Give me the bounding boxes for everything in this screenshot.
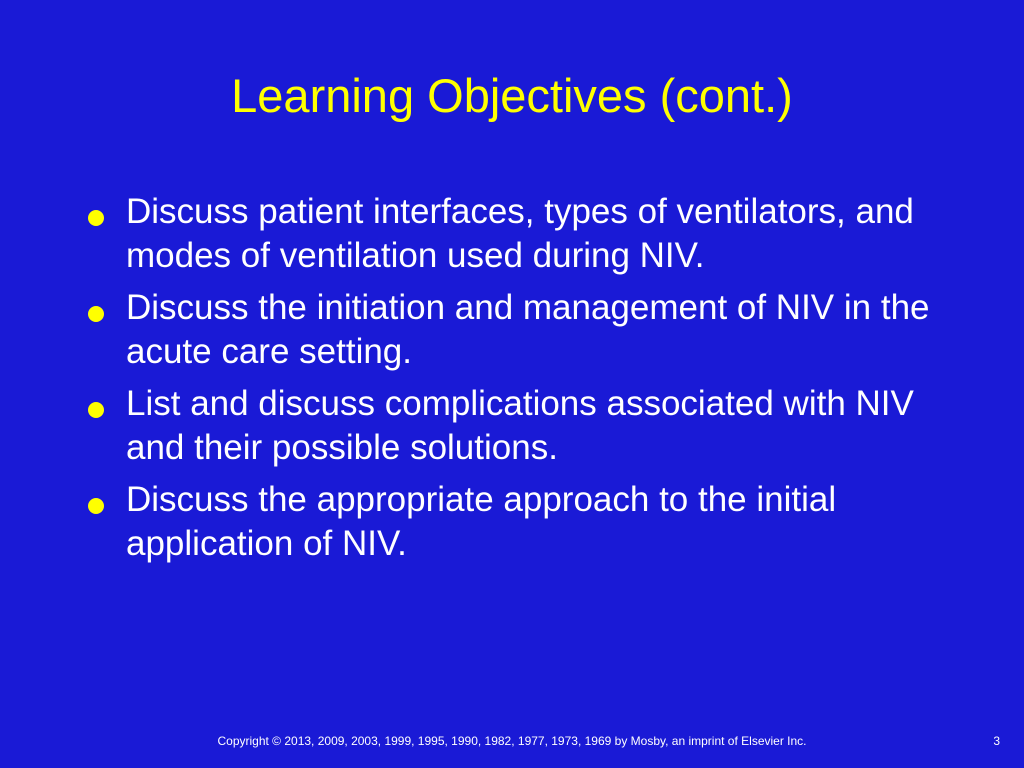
page-number: 3 [993, 734, 1000, 748]
slide-title: Learning Objectives (cont.) [231, 69, 793, 122]
copyright-footer: Copyright © 2013, 2009, 2003, 1999, 1995, 1990, 1982, 1977, 1973, 1969 by Mosby, an imprint of Elsevier Inc. [217, 734, 807, 748]
bullet-item [84, 478, 964, 566]
bullet-item [84, 190, 964, 278]
bullet-text: Discuss the initiation and management of NIV in the acute care setting. [126, 288, 930, 371]
bullet-text: List and discuss complications associated with NIV and their possible solutions. [126, 384, 914, 467]
bullet-list [84, 190, 964, 574]
bullet-dot-icon [88, 498, 104, 514]
bullet-dot-icon [88, 210, 104, 226]
bullet-item [84, 286, 964, 374]
bullet-dot-icon [88, 402, 104, 418]
bullet-item [84, 382, 964, 470]
bullet-text: Discuss the appropriate approach to the initial application of NIV. [126, 480, 837, 563]
bullet-dot-icon [88, 306, 104, 322]
bullet-text: Discuss patient interfaces, types of ventilators, and modes of ventilation used during NIV. [126, 192, 914, 275]
